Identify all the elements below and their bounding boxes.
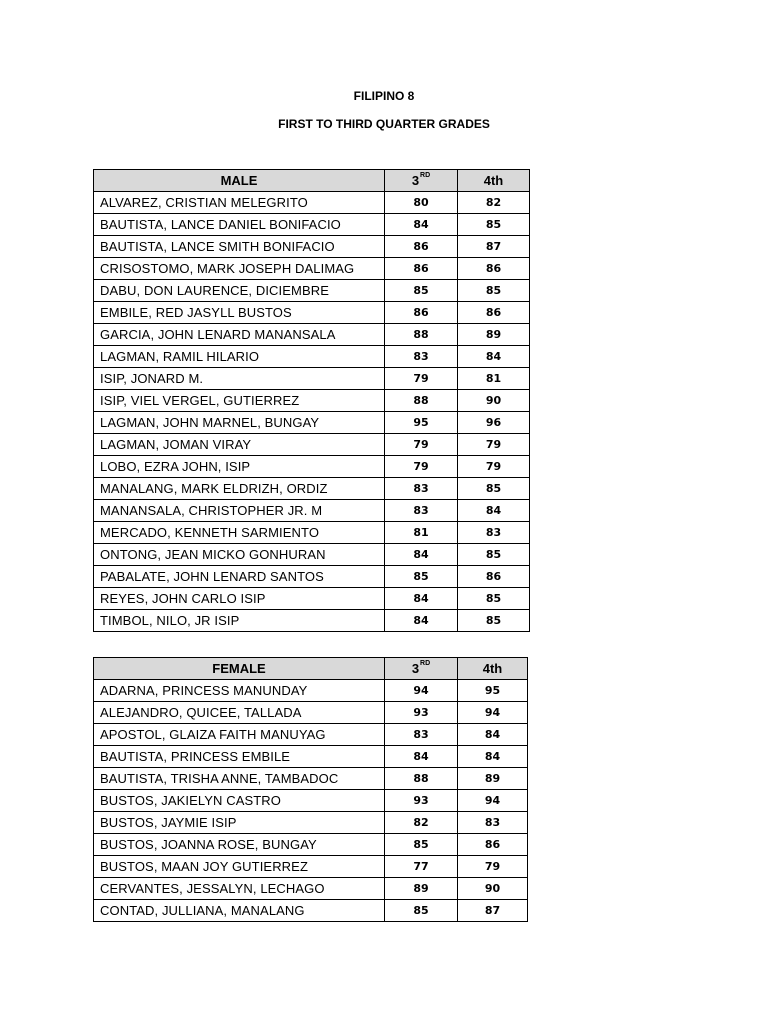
student-name: BAUTISTA, LANCE SMITH BONIFACIO [94, 236, 385, 258]
third-quarter-grade: 81 [385, 522, 458, 544]
third-quarter-grade: 84 [385, 544, 458, 566]
table-row [94, 280, 530, 302]
third-quarter-grade: 79 [385, 434, 458, 456]
student-name: BUSTOS, JOANNA ROSE, BUNGAY [94, 834, 385, 856]
third-quarter-grade: 83 [385, 724, 458, 746]
student-name: ISIP, VIEL VERGEL, GUTIERREZ [94, 390, 385, 412]
fourth-quarter-grade: 83 [458, 812, 528, 834]
third-quarter-grade: 88 [385, 324, 458, 346]
third-quarter-grade: 86 [385, 236, 458, 258]
fourth-quarter-grade: 95 [458, 680, 528, 702]
table-row [94, 258, 530, 280]
table-row [94, 544, 530, 566]
table-row [94, 522, 530, 544]
student-name: CONTAD, JULLIANA, MANALANG [94, 900, 385, 922]
document-title: FILIPINO 8 [353, 89, 415, 103]
third-quarter-grade: 77 [385, 856, 458, 878]
table-row [94, 702, 528, 724]
fourth-quarter-grade: 84 [458, 724, 528, 746]
fourth-quarter-grade: 87 [458, 236, 530, 258]
fourth-quarter-grade: 86 [458, 834, 528, 856]
student-name: ALVAREZ, CRISTIAN MELEGRITO [94, 192, 385, 214]
student-name: GARCIA, JOHN LENARD MANANSALA [94, 324, 385, 346]
third-quarter-grade: 94 [385, 680, 458, 702]
third-quarter-grade: 79 [385, 368, 458, 390]
female-table-body [94, 680, 528, 922]
third-quarter-grade: 85 [385, 900, 458, 922]
male-table-body [94, 192, 530, 632]
third-quarter-grade: 83 [385, 500, 458, 522]
student-name: BAUTISTA, PRINCESS EMBILE [94, 746, 385, 768]
third-quarter-grade: 84 [385, 746, 458, 768]
table-row [94, 324, 530, 346]
table-row [94, 856, 528, 878]
student-name: BAUTISTA, TRISHA ANNE, TAMBADOC [94, 768, 385, 790]
table-header-row [94, 658, 528, 680]
third-quarter-header-base: 3 [411, 173, 420, 188]
third-quarter-grade: 93 [385, 702, 458, 724]
table-row [94, 214, 530, 236]
third-quarter-grade: 85 [385, 566, 458, 588]
student-name: EMBILE, RED JASYLL BUSTOS [94, 302, 385, 324]
table-row [94, 588, 530, 610]
table-row [94, 368, 530, 390]
student-name: MANANSALA, CHRISTOPHER JR. M [94, 500, 385, 522]
table-row [94, 724, 528, 746]
table-row [94, 878, 528, 900]
table-row [94, 680, 528, 702]
fourth-quarter-grade: 84 [458, 500, 530, 522]
student-name: ISIP, JONARD M. [94, 368, 385, 390]
fourth-quarter-header: 4th [458, 170, 530, 192]
third-quarter-header-suffix: RD [420, 660, 431, 667]
third-quarter-grade: 84 [385, 588, 458, 610]
table-row [94, 900, 528, 922]
fourth-quarter-grade: 96 [458, 412, 530, 434]
fourth-quarter-grade: 82 [458, 192, 530, 214]
table-row [94, 790, 528, 812]
fourth-quarter-grade: 90 [458, 390, 530, 412]
fourth-quarter-grade: 94 [458, 702, 528, 724]
third-quarter-grade: 93 [385, 790, 458, 812]
table-row [94, 500, 530, 522]
student-name: PABALATE, JOHN LENARD SANTOS [94, 566, 385, 588]
fourth-quarter-grade: 87 [458, 900, 528, 922]
male-grades-table [93, 169, 530, 632]
female-grades-table [93, 657, 528, 922]
table-row [94, 236, 530, 258]
third-quarter-grade: 83 [385, 346, 458, 368]
third-quarter-grade: 84 [385, 610, 458, 632]
student-name: LAGMAN, JOHN MARNEL, BUNGAY [94, 412, 385, 434]
fourth-quarter-grade: 86 [458, 302, 530, 324]
fourth-quarter-grade: 79 [458, 456, 530, 478]
student-name: ALEJANDRO, QUICEE, TALLADA [94, 702, 385, 724]
fourth-quarter-grade: 79 [458, 856, 528, 878]
student-name: BAUTISTA, LANCE DANIEL BONIFACIO [94, 214, 385, 236]
fourth-quarter-grade: 84 [458, 346, 530, 368]
table-row [94, 434, 530, 456]
student-name: BUSTOS, MAAN JOY GUTIERREZ [94, 856, 385, 878]
third-quarter-grade: 88 [385, 768, 458, 790]
third-quarter-grade: 86 [385, 302, 458, 324]
fourth-quarter-grade: 85 [458, 280, 530, 302]
student-name: REYES, JOHN CARLO ISIP [94, 588, 385, 610]
third-quarter-grade: 83 [385, 478, 458, 500]
student-name: CRISOSTOMO, MARK JOSEPH DALIMAG [94, 258, 385, 280]
fourth-quarter-grade: 79 [458, 434, 530, 456]
student-name: LAGMAN, JOMAN VIRAY [94, 434, 385, 456]
third-quarter-grade: 85 [385, 280, 458, 302]
third-quarter-grade: 84 [385, 214, 458, 236]
female-header-label: FEMALE [94, 658, 385, 680]
third-quarter-header-base: 3 [411, 661, 420, 676]
student-name: BUSTOS, JAKIELYN CASTRO [94, 790, 385, 812]
student-name: ADARNA, PRINCESS MANUNDAY [94, 680, 385, 702]
table-row [94, 812, 528, 834]
third-quarter-header-suffix: RD [420, 172, 431, 179]
fourth-quarter-grade: 85 [458, 478, 530, 500]
student-name: MERCADO, KENNETH SARMIENTO [94, 522, 385, 544]
third-quarter-header [385, 658, 458, 680]
male-header-label: MALE [94, 170, 385, 192]
student-name: BUSTOS, JAYMIE ISIP [94, 812, 385, 834]
student-name: CERVANTES, JESSALYN, LECHAGO [94, 878, 385, 900]
third-quarter-grade: 88 [385, 390, 458, 412]
table-row [94, 192, 530, 214]
table-row [94, 390, 530, 412]
table-row [94, 456, 530, 478]
table-row [94, 746, 528, 768]
table-row [94, 834, 528, 856]
third-quarter-grade: 80 [385, 192, 458, 214]
table-row [94, 412, 530, 434]
third-quarter-grade: 95 [385, 412, 458, 434]
third-quarter-grade: 86 [385, 258, 458, 280]
fourth-quarter-grade: 85 [458, 610, 530, 632]
fourth-quarter-header: 4th [458, 658, 528, 680]
fourth-quarter-grade: 86 [458, 258, 530, 280]
student-name: TIMBOL, NILO, JR ISIP [94, 610, 385, 632]
fourth-quarter-grade: 90 [458, 878, 528, 900]
fourth-quarter-grade: 94 [458, 790, 528, 812]
table-row [94, 610, 530, 632]
fourth-quarter-grade: 85 [458, 544, 530, 566]
third-quarter-grade: 85 [385, 834, 458, 856]
student-name: MANALANG, MARK ELDRIZH, ORDIZ [94, 478, 385, 500]
third-quarter-grade: 79 [385, 456, 458, 478]
third-quarter-grade: 89 [385, 878, 458, 900]
table-row [94, 302, 530, 324]
table-row [94, 478, 530, 500]
table-row [94, 768, 528, 790]
student-name: LOBO, EZRA JOHN, ISIP [94, 456, 385, 478]
third-quarter-grade: 82 [385, 812, 458, 834]
fourth-quarter-grade: 84 [458, 746, 528, 768]
fourth-quarter-grade: 81 [458, 368, 530, 390]
table-header-row [94, 170, 530, 192]
fourth-quarter-grade: 85 [458, 214, 530, 236]
fourth-quarter-grade: 86 [458, 566, 530, 588]
document-subtitle: FIRST TO THIRD QUARTER GRADES [278, 117, 490, 131]
fourth-quarter-grade: 85 [458, 588, 530, 610]
table-row [94, 566, 530, 588]
student-name: LAGMAN, RAMIL HILARIO [94, 346, 385, 368]
fourth-quarter-grade: 89 [458, 324, 530, 346]
student-name: DABU, DON LAURENCE, DICIEMBRE [94, 280, 385, 302]
student-name: ONTONG, JEAN MICKO GONHURAN [94, 544, 385, 566]
fourth-quarter-grade: 83 [458, 522, 530, 544]
table-row [94, 346, 530, 368]
third-quarter-header [385, 170, 458, 192]
fourth-quarter-grade: 89 [458, 768, 528, 790]
student-name: APOSTOL, GLAIZA FAITH MANUYAG [94, 724, 385, 746]
